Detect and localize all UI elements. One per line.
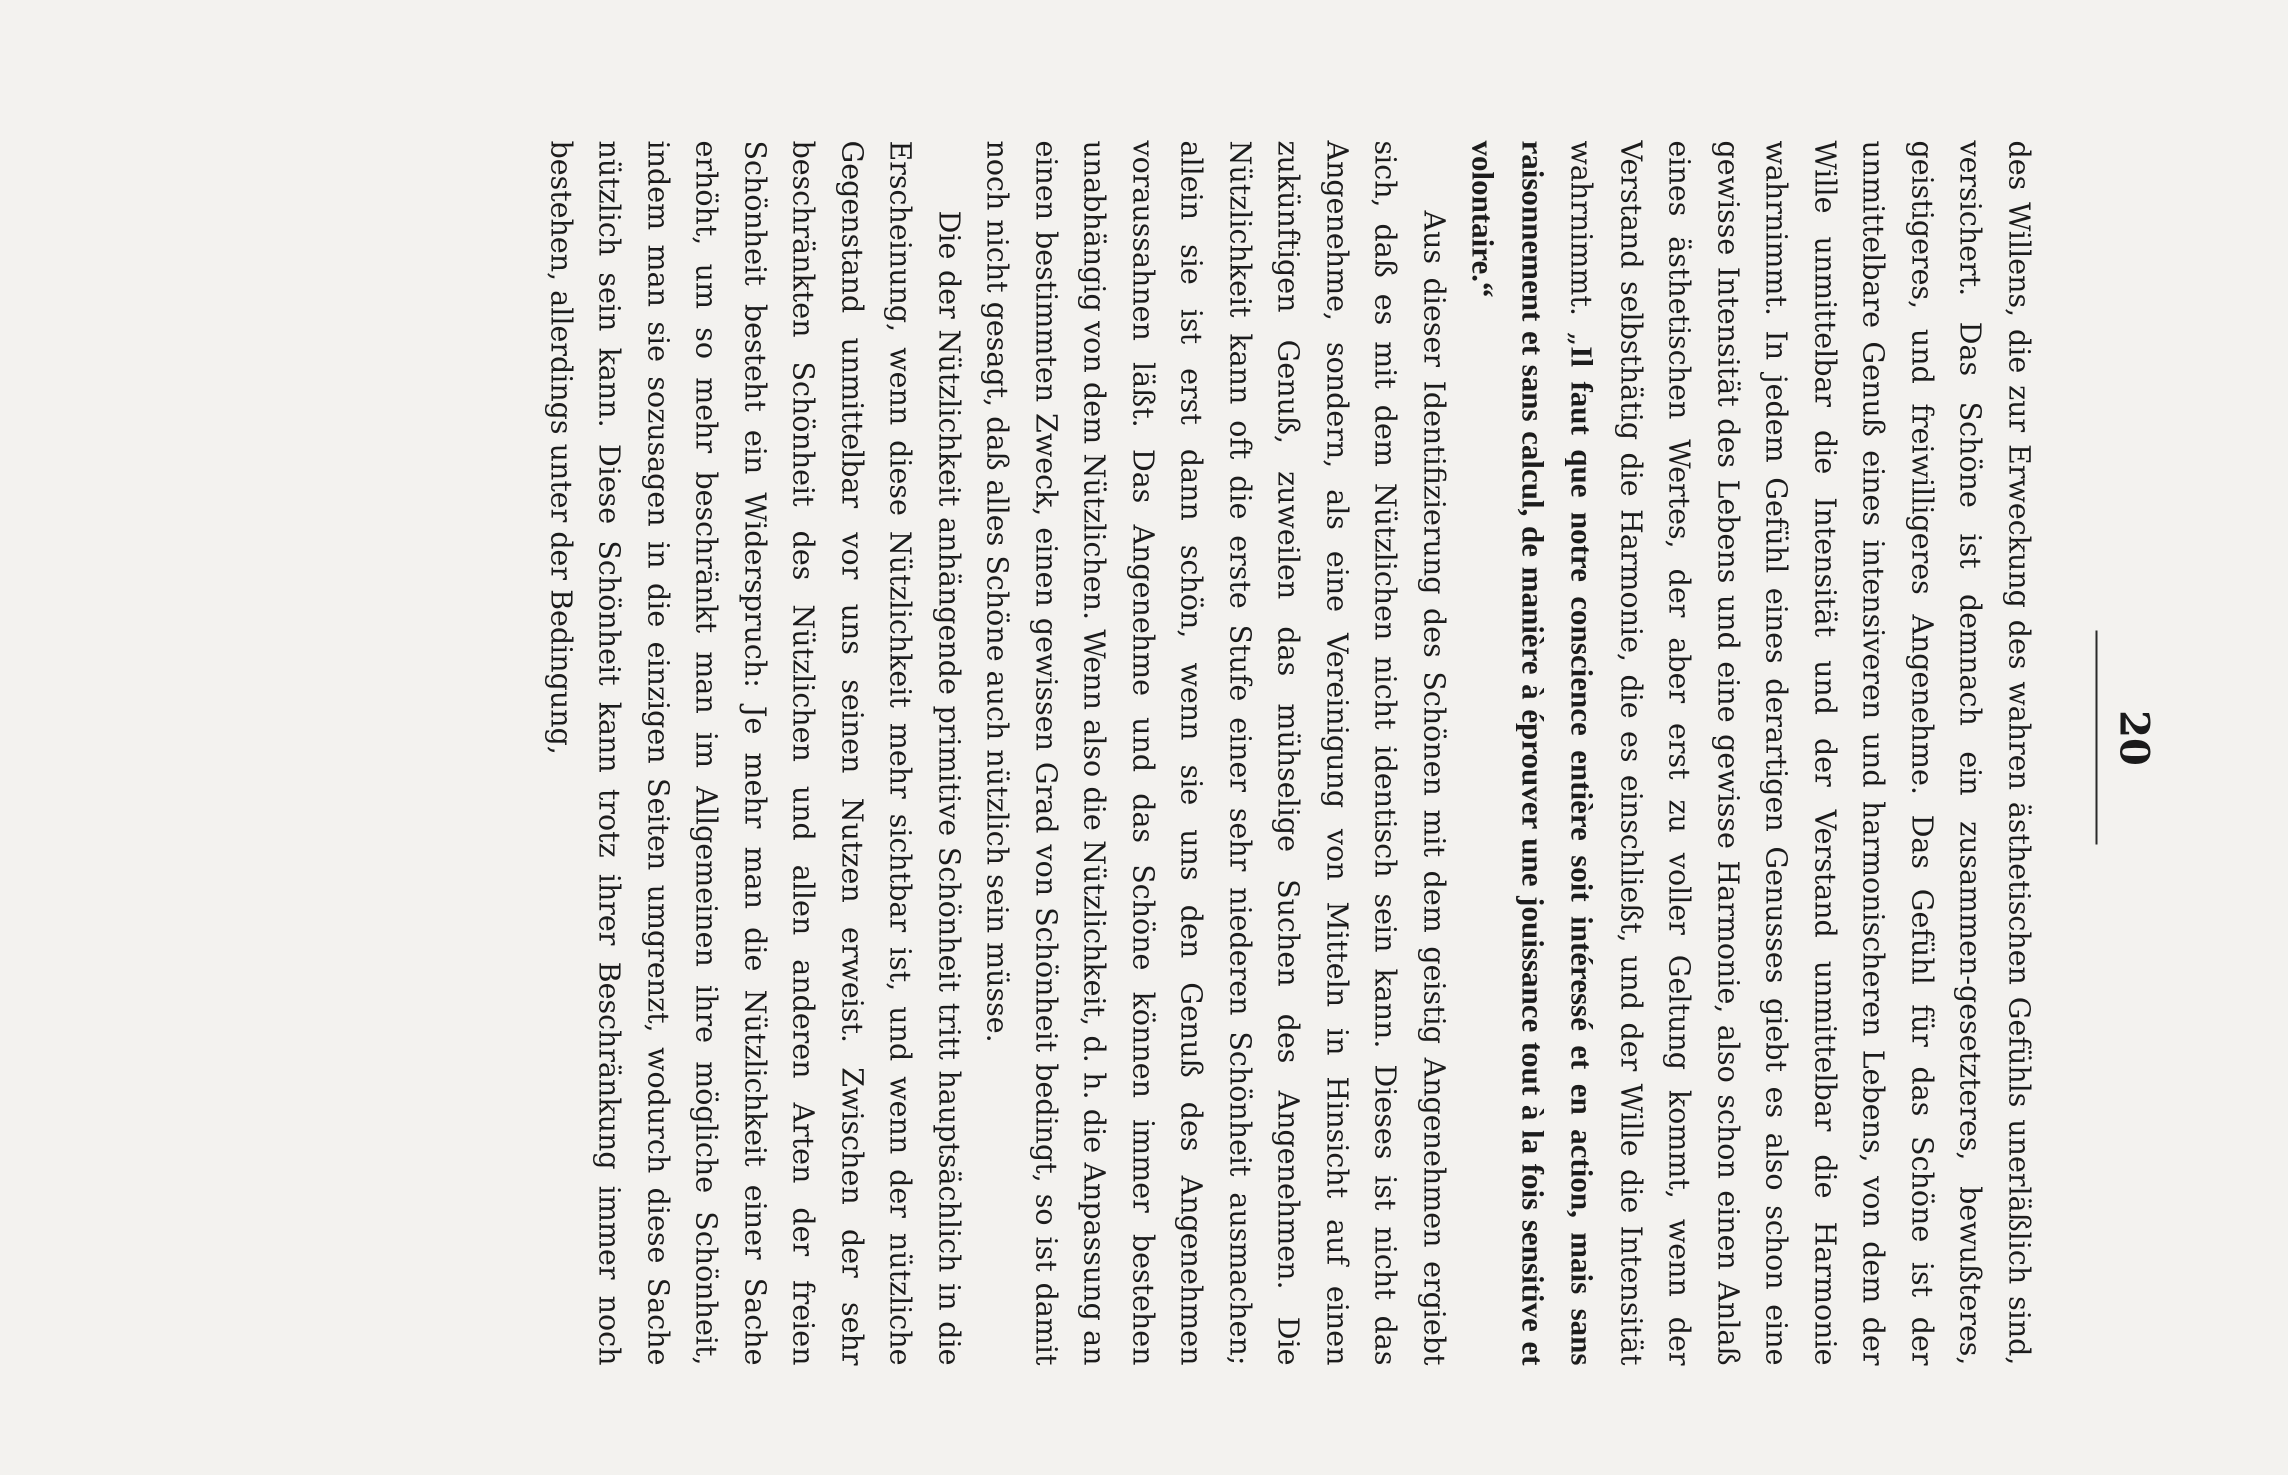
page-upright [0, 1, 2288, 1475]
paragraph-1 [1458, 141, 2043, 1366]
header-rule [2096, 631, 2098, 845]
french-quote: Il faut que notre conscience entière soit intéressé et en action, mais sans raisonnement et sans calcul, de manière à éprouver une jouissance tout à la fois sensitive et volontaire.“ [1466, 140, 1600, 1366]
paragraph-3: Die der Nützlichkeit anhängende primitive Schönheit tritt hauptsächlich in die Erscheinung, wenn diese Nützlichkeit mehr sichtbar ist, und wenn der nützliche Gegenstand unmittelbar vor uns seinen Nutzen erweist. Zwischen der sehr beschränkten Schönheit des Nützlichen und allen anderen Arten der freien Schönheit besteht ein Widerspruch: Je mehr man die Nützlichkeit einer Sache erhöht, um so mehr beschränkt man im Allgemeinen ihre mögliche Schönheit, indem man sie sozusagen in die einzigen Seiten umgrenzt, wodurch diese Sache nützlich sein kann. Diese Schönheit kann trotz ihrer Beschränkung immer noch bestehen, allerdings unter der Bedingung, [544, 140, 966, 1366]
page-number: 20 [2110, 710, 2158, 766]
paragraph-2: Aus dieser Identifizierung des Schönen mit dem geistig Angenehmen ergiebt sich, daß es mit dem Nützlichen nicht identisch sein kann. Dieses ist nicht das Angenehme, sondern, als eine Vereinigung von Mitteln in Hinsicht auf einen zukünftigen Genuß, zuweilen das mühselige Suchen des Angenehmen. Die Nützlichkeit kann oft die erste Stufe einer sehr niederen Schönheit ausmachen; allein sie ist erst dann schön, wenn sie uns den Genuß des Angenehmen voraussahnen läßt. Das Angenehme und das Schöne können immer bestehen unabhängig von dem Nützlichen. Wenn also die Nützlichkeit, d. h. die Anpassung an einen bestimmten Zweck, einen gewissen Grad von Schönheit bedingt, so ist damit noch nicht gesagt, daß alles Schöne auch nützlich sein müsse. [981, 140, 1451, 1366]
body-text [536, 141, 2043, 1366]
paragraph-1-german: des Willens, die zur Erweckung des wahren ästhetischen Gefühls unerläßlich sind, versichert. Das Schöne ist demnach ein zusammen-gesetzteres, bewußteres, geistigeres, und freiwilligeres Angenehme. Das Gefühl für das Schöne ist der unmittelbare Genuß eines intensiveren und harmonischeren Lebens, von dem der Wille unmittelbar die Intensität und der Verstand unmittelbar die Harmonie wahrnimmt. In jedem Gefühl eines derartigen Genusses giebt es also schon eine gewisse Intensität des Lebens und eine gewisse Harmonie, also schon einen Anlaß eines ästhetischen Wertes, der aber erst zu voller Geltung kommt, wenn der Verstand selbsthätig die Harmonie, die es einschließt, und der Wille die Intensität wahrnimmt. „ [1565, 140, 2036, 1366]
